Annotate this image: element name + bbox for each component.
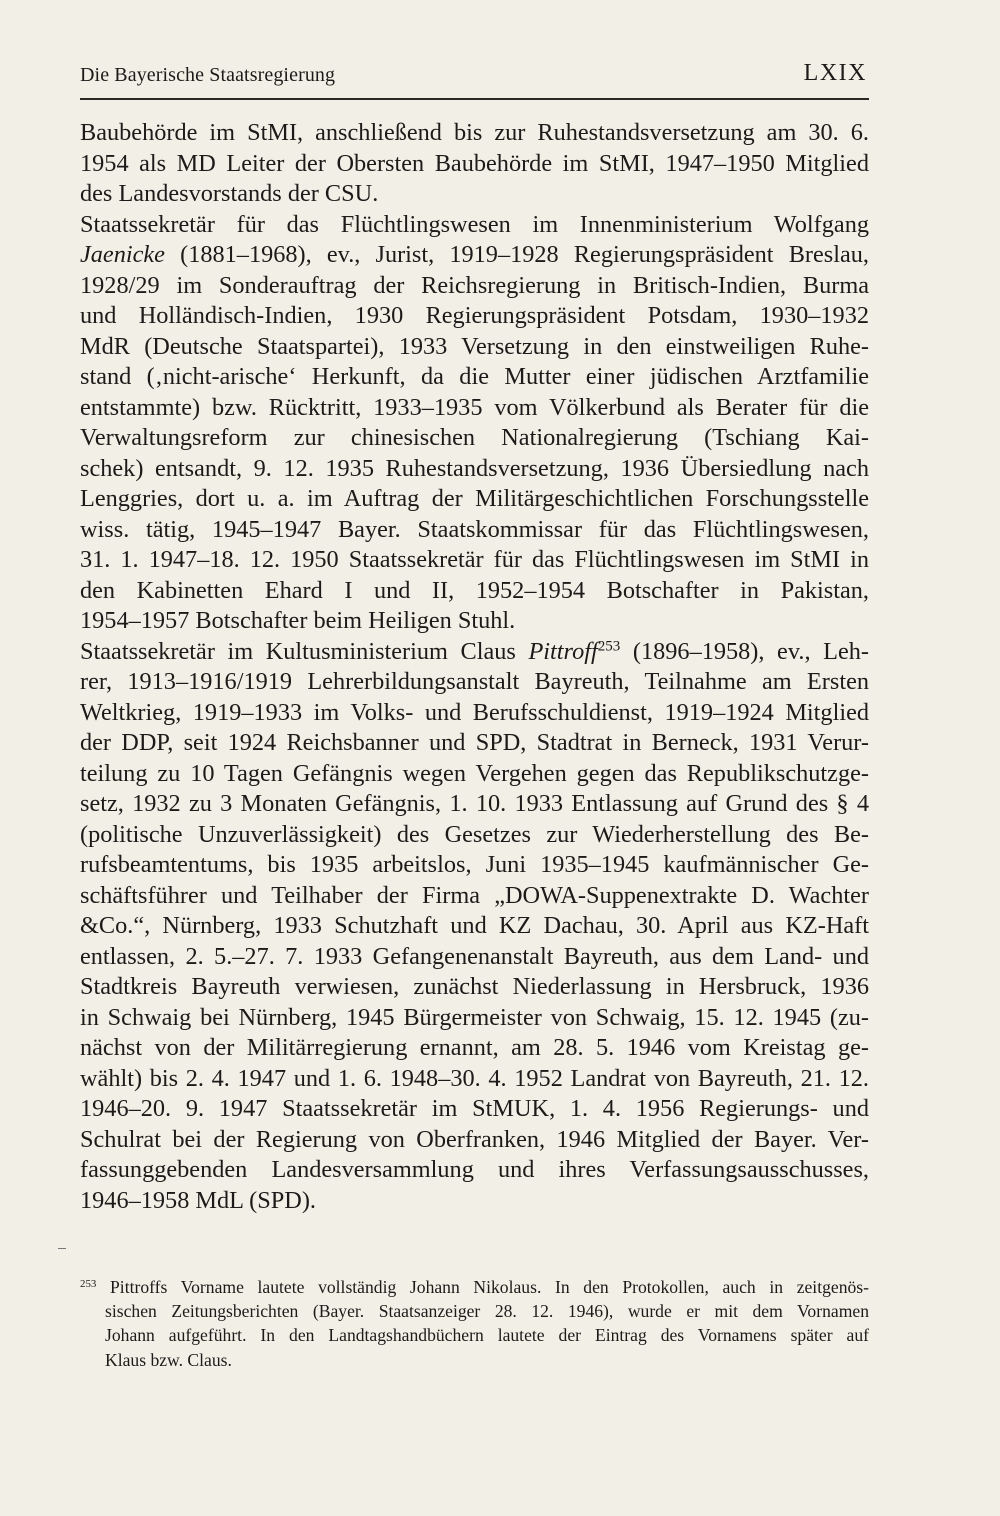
text-line: teilung zu 10 Tagen Gefängnis wegen Vergehen gegen das Republikschutzge- [80, 759, 869, 787]
page-number: LXIX [803, 60, 867, 86]
text-line: 1954–1957 Botschafter beim Heiligen Stuhl. [80, 607, 516, 634]
text-line: und Holländisch-Indien, 1930 Regierungspräsident Potsdam, 1930–1932 [80, 302, 869, 329]
text-line: 1946–1958 MdL (SPD). [80, 1186, 317, 1214]
text-line: rer, 1913–1916/1919 Lehrerbildungsanstalt Bayreuth, Teilnahme am Ersten [80, 668, 869, 695]
text-line: nächst von der Militärregierung ernannt, am 28. 5. 1946 vom Kreistag ge- [80, 1034, 869, 1061]
footnote-line: Klaus bzw. Claus. [105, 1349, 232, 1370]
running-header [80, 58, 869, 100]
text-line: Staatssekretär im Kultusministerium Claus Pittroff$^{253}$ (1896–1958), ev., Leh- [80, 637, 869, 665]
footnote-line: sischen Zeitungsberichten (Bayer. Staatsanzeiger 28. 12. 1946), wurde er mit dem Vornamen [105, 1301, 869, 1322]
text-line: des Landesvorstands der CSU. [80, 180, 379, 207]
text-line: schek) entsandt, 9. 12. 1935 Ruhestandsversetzung, 1936 Übersiedlung nach [80, 454, 869, 482]
footnote-ref: 253 [597, 638, 621, 655]
footnote-line: Johann aufgeführt. In den Landtagshandbüchern lautete der Eintrag des Vornamens später auf [105, 1325, 869, 1346]
text-line: stand (‚nicht-arische‘ Herkunft, da die Mutter einer jüdischen Arztfamilie [80, 363, 869, 390]
text-line: 31. 1. 1947–18. 12. 1950 Staatssekretär für das Flüchtlingswesen im StMI in [80, 546, 869, 573]
text-line: 1928/29 im Sonderauftrag der Reichsregierung in Britisch-Indien, Burma [80, 271, 869, 299]
text-line: Jaenicke (1881–1968), ev., Jurist, 1919–1928 Regierungspräsident Breslau, [80, 241, 869, 268]
text-line: Schulrat bei der Regierung von Oberfranken, 1946 Mitglied der Bayer. Ver- [80, 1125, 869, 1153]
running-title: Die Bayerische Staatsregierung [80, 64, 336, 86]
text-line: schäftsführer und Teilhaber der Firma „DOWA-Suppenextrakte D. Wachter [80, 881, 869, 909]
text-line: Lenggries, dort u. a. im Auftrag der Militärgeschichtlichen Forschungsstelle [80, 485, 869, 512]
text-line: den Kabinetten Ehard I und II, 1952–1954 Botschafter in Pakistan, [80, 576, 869, 604]
text-line: Staatssekretär für das Flüchtlingswesen im Innenministerium Wolfgang [80, 210, 869, 238]
text-line: Weltkrieg, 1919–1933 im Volks- und Berufsschuldienst, 1919–1924 Mitglied [80, 698, 869, 726]
text-line: rufsbeamtentums, bis 1935 arbeitslos, Juni 1935–1945 kaufmännischer Ge- [80, 851, 869, 878]
text-line: in Schwaig bei Nürnberg, 1945 Bürgermeister von Schwaig, 15. 12. 1945 (zu- [80, 1003, 869, 1031]
text-line: wiss. tätig, 1945–1947 Bayer. Staatskommissar für das Flüchtlingswesen, [80, 515, 869, 543]
footnotes [80, 1275, 869, 1372]
text-line: entstammte) bzw. Rücktritt, 1933–1935 vom Völkerbund als Berater für die [80, 393, 869, 421]
text-line: MdR (Deutsche Staatspartei), 1933 Versetzung in den einstweiligen Ruhe- [80, 332, 869, 360]
text-line: (politische Unzuverlässigkeit) des Gesetzes zur Wiederherstellung des Be- [80, 820, 869, 848]
person-name: Jaenicke [80, 241, 165, 268]
footnote-line: $^{253}$ Pittroffs Vorname lautete vollständig Johann Nikolaus. In den Protokollen, auch in zeitgenös- [80, 1277, 869, 1297]
footnote-separator-mark [58, 1248, 66, 1249]
text-line: Stadtkreis Bayreuth verwiesen, zunächst Niederlassung in Hersbruck, 1936 [80, 973, 869, 1000]
text-line: 1954 als MD Leiter der Obersten Baubehörde im StMI, 1947–1950 Mitglied [80, 149, 869, 177]
person-name: Pittroff [528, 637, 598, 665]
text-line: &Co.“, Nürnberg, 1933 Schutzhaft und KZ Dachau, 30. April aus KZ-Haft [80, 912, 869, 939]
text-line: Baubehörde im StMI, anschließend bis zur Ruhestandsversetzung am 30. 6. [80, 119, 869, 146]
text-line: setz, 1932 zu 3 Monaten Gefängnis, 1. 10. 1933 Entlassung auf Grund des § 4 [80, 790, 869, 817]
text-line: 1946–20. 9. 1947 Staatssekretär im StMUK, 1. 4. 1956 Regierungs- und [80, 1095, 869, 1122]
main-text [80, 118, 869, 1216]
text-line: der DDP, seit 1924 Reichsbanner und SPD, Stadtrat in Berneck, 1931 Verur- [80, 729, 869, 756]
footnote-number: 253 [80, 1278, 97, 1290]
text-line: fassunggebenden Landesversammlung und ihres Verfassungsausschusses, [80, 1156, 869, 1183]
text-line: entlassen, 2. 5.–27. 7. 1933 Gefangenenanstalt Bayreuth, aus dem Land- und [80, 942, 869, 970]
text-line: Verwaltungsreform zur chinesischen Nationalregierung (Tschiang Kai- [80, 424, 869, 451]
text-line: wählt) bis 2. 4. 1947 und 1. 6. 1948–30. 4. 1952 Landrat von Bayreuth, 21. 12. [80, 1064, 869, 1092]
